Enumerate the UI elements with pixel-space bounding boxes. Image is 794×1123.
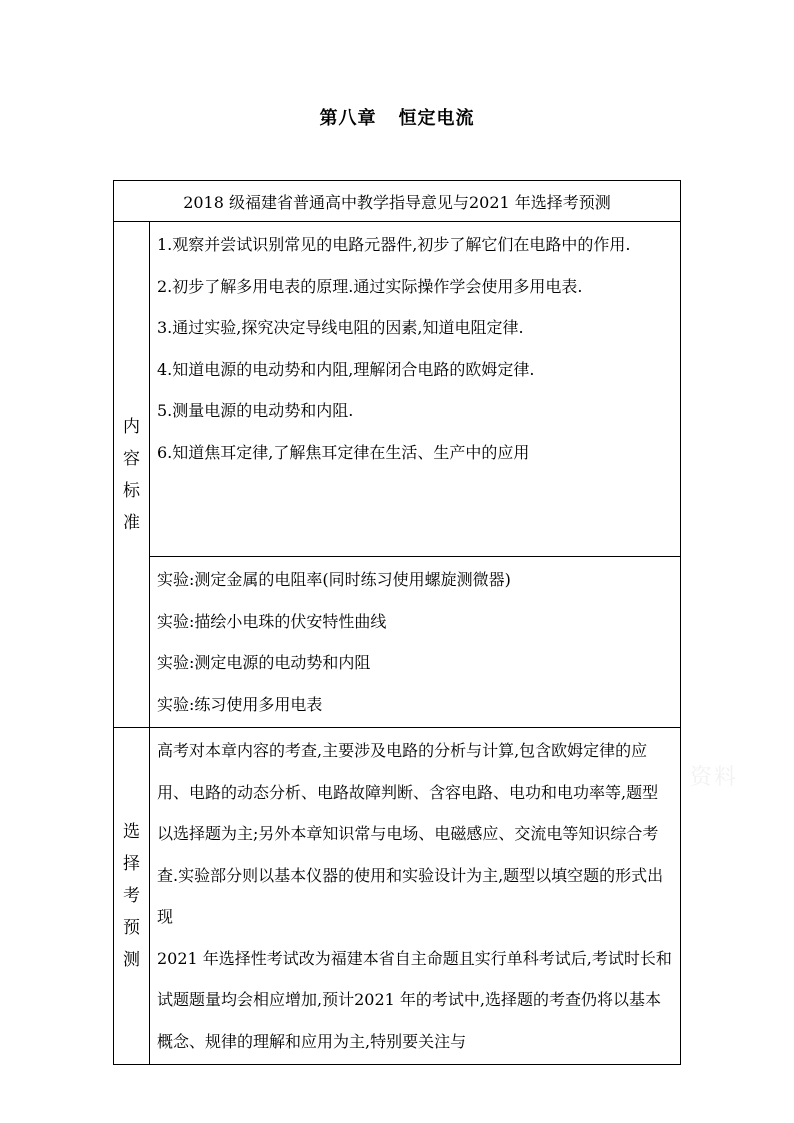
forecast-paragraph: 高考对本章内容的考查,主要涉及电路的分析与计算,包含欧姆定律的应用、电路的动态分析、电路故障判断、含容电路、电功和电功率等,题型以选择题为主;另外本章知识常与电场、电磁感应、交流电等知识综合考查.实验部分则以基本仪器的使用和实验设计为主,题型以填空题的形式出现 (157, 741, 664, 926)
table-header-row (114, 181, 681, 222)
standard-item: 3.通过实验,探究决定导线电阻的因素,知道电阻定律. (157, 318, 524, 337)
standard-item: 5.测量电源的电动势和内阻. (157, 401, 354, 420)
standard-item: 2.初步了解多用电表的原理.通过实际操作学会使用多用电表. (157, 276, 583, 296)
standard-item: 1.观察并尝试识别常见的电路元器件,初步了解它们在电路中的作用. (157, 235, 631, 254)
forecast-paragraph: 2021 年选择性考试改为福建本省自主命题且实行单科考试后,考试时长和试题题量均会相应增加,预计2021 年的考试中,选择题的考查仍将以基本概念、规律的理解和应用为主,特别要关注与 (157, 948, 672, 1051)
experiment-item: 实验:测定电源的电动势和内阻 (157, 653, 371, 672)
chapter-name: 恒定电流 (398, 108, 475, 129)
forecast-row (114, 728, 681, 1065)
chapter-number: 第八章 (319, 108, 377, 129)
standards-row (114, 222, 681, 557)
experiment-item: 实验:测定金属的电阻率(同时练习使用螺旋测微器) (157, 570, 511, 589)
experiment-item: 实验:描绘小电珠的伏安特性曲线 (157, 611, 387, 631)
page-title (0, 104, 794, 130)
experiments-cell (150, 557, 681, 728)
content-standard-label: 内容标准 (114, 222, 150, 728)
forecast-cell (150, 728, 681, 1065)
exam-forecast-label: 选择考预测 (114, 728, 150, 1065)
experiments-row (114, 557, 681, 728)
experiment-item: 实验:练习使用多用电表 (157, 694, 323, 714)
table-header: 2018 级福建省普通高中教学指导意见与2021 年选择考预测 (114, 181, 681, 222)
standard-item: 4.知道电源的电动势和内阻,理解闭合电路的欧姆定律. (157, 359, 535, 379)
watermark: 资料 (690, 765, 739, 790)
standards-cell (150, 222, 681, 557)
curriculum-table (113, 180, 681, 1065)
standard-item: 6.知道焦耳定律,了解焦耳定律在生活、生产中的应用 (157, 442, 530, 462)
